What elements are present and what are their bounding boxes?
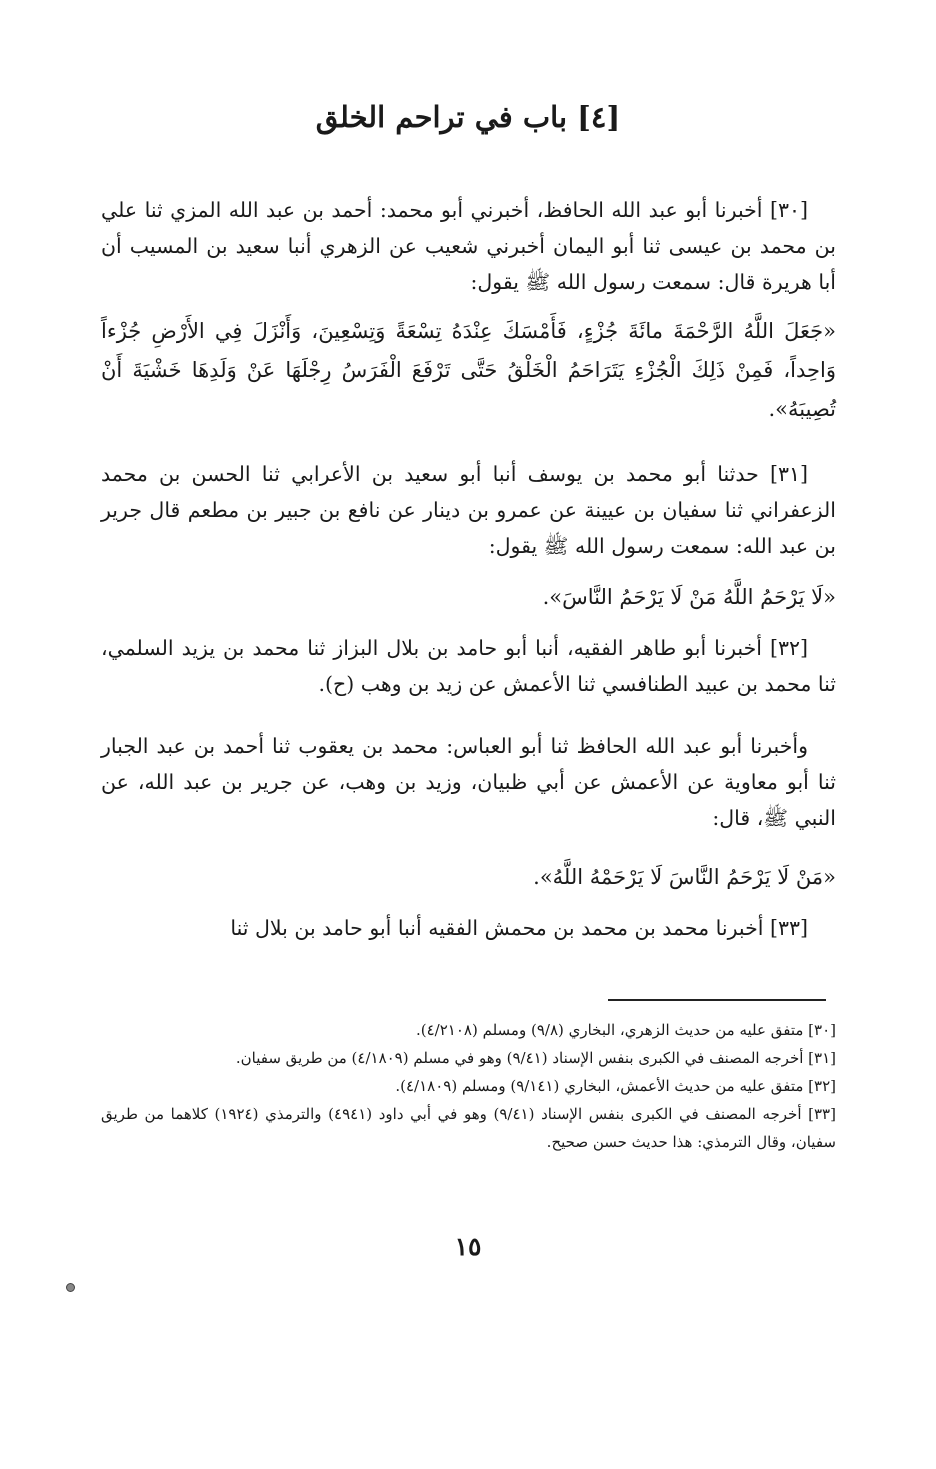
hadith-30-matn-block	[101, 312, 836, 429]
hadith-31-matn: «لَا يَرْحَمُ اللَّهُ مَنْ لَا يَرْحَمُ النَّاسَ».	[542, 585, 836, 609]
footnote-30: [٣٠] متفق عليه من حديث الزهري، البخاري (٩/٨) ومسلم (٤/٢١٠٨).	[416, 1021, 836, 1039]
hadith-31-isnad: [٣١] حدثنا أبو محمد بن يوسف أنبا أبو سعيد بن الأعرابي ثنا الحسن بن محمد الزعفراني ثنا سفيان بن عيينة عن عمرو بن دينار عن نافع بن جبير بن مطعم قال جرير بن عبد الله: سمعت رسول الله ﷺ يقول:	[101, 462, 836, 558]
hadith-30-matn: «جَعَلَ اللَّهُ الرَّحْمَةَ مائَةَ جُزْءٍ، فَأَمْسَكَ عِنْدَهُ تِسْعَةً وَتِسْعِينَ، وَأَنْزَلَ فِي الأَرْضِ جُزْءاً وَاحِداً، فَمِنْ ذَلِكَ الْجُزْءِ يَتَرَاحَمُ الْخَلْقُ حَتَّى تَرْفَعَ الْفَرَسُ رِجْلَهَا عَنْ وَلَدِهَا خَشْيَةَ أَنْ تُصِيبَهُ».	[101, 319, 836, 421]
hadith-32-second-chain: وأخبرنا أبو عبد الله الحافظ ثنا أبو العباس: محمد بن يعقوب ثنا أحمد بن عبد الجبار ثنا أبو معاوية عن الأعمش عن أبي ظبيان، وزيد بن وهب، عن جرير بن عبد الله، عن النبي ﷺ، قال:	[101, 734, 836, 830]
hadith-31-matn-block	[101, 578, 836, 617]
page-number: ١٥	[454, 1232, 482, 1261]
hadith-31-block	[101, 456, 836, 564]
footnote-31: [٣١] أخرجه المصنف في الكبرى بنفس الإسناد (٩/٤١) وهو في مسلم (٤/١٨٠٩) من طريق سفيان.	[235, 1049, 836, 1067]
footnote-32: [٣٢] متفق عليه من حديث الأعمش، البخاري (٩/١٤١) ومسلم (٤/١٨٠٩).	[395, 1077, 836, 1095]
hadith-32-block	[101, 630, 836, 702]
hadith-32-second-chain-block	[101, 728, 836, 836]
hadith-32-matn-block	[101, 858, 836, 897]
footnote-33: [٣٣] أخرجه المصنف في الكبرى بنفس الإسناد (٩/٤١) وهو في أبي داود (٤٩٤١) والترمذي (١٩٢٤) كلاهما من طريق سفيان، وقال الترمذي: هذا حديث حسن صحيح.	[101, 1105, 836, 1151]
scan-speck	[66, 1283, 75, 1292]
hadith-32-isnad: [٣٢] أخبرنا أبو طاهر الفقيه، أنبا أبو حامد بن بلال البزاز ثنا محمد بن يزيد السلمي، ثنا محمد بن عبيد الطنافسي ثنا الأعمش عن زيد بن وهب (ح).	[101, 636, 836, 696]
hadith-30-block	[101, 192, 836, 300]
hadith-33-block	[101, 910, 836, 946]
chapter-title: [٤] باب في تراحم الخلق	[315, 100, 621, 134]
footnote-separator	[608, 999, 826, 1001]
hadith-33-isnad: [٣٣] أخبرنا محمد بن محمد بن محمش الفقيه أنبا أبو حامد بن بلال ثنا	[230, 916, 808, 940]
hadith-32-matn: «مَنْ لَا يَرْحَمُ النَّاسَ لَا يَرْحَمْهُ اللَّهُ».	[533, 865, 836, 889]
hadith-30-isnad: [٣٠] أخبرنا أبو عبد الله الحافظ، أخبرني أبو محمد: أحمد بن عبد الله المزي ثنا علي بن محمد بن عيسى ثنا أبو اليمان أخبرني شعيب عن الزهري أنبا سعيد بن المسيب أن أبا هريرة قال: سمعت رسول الله ﷺ يقول:	[101, 198, 836, 294]
footnotes	[101, 1016, 836, 1156]
